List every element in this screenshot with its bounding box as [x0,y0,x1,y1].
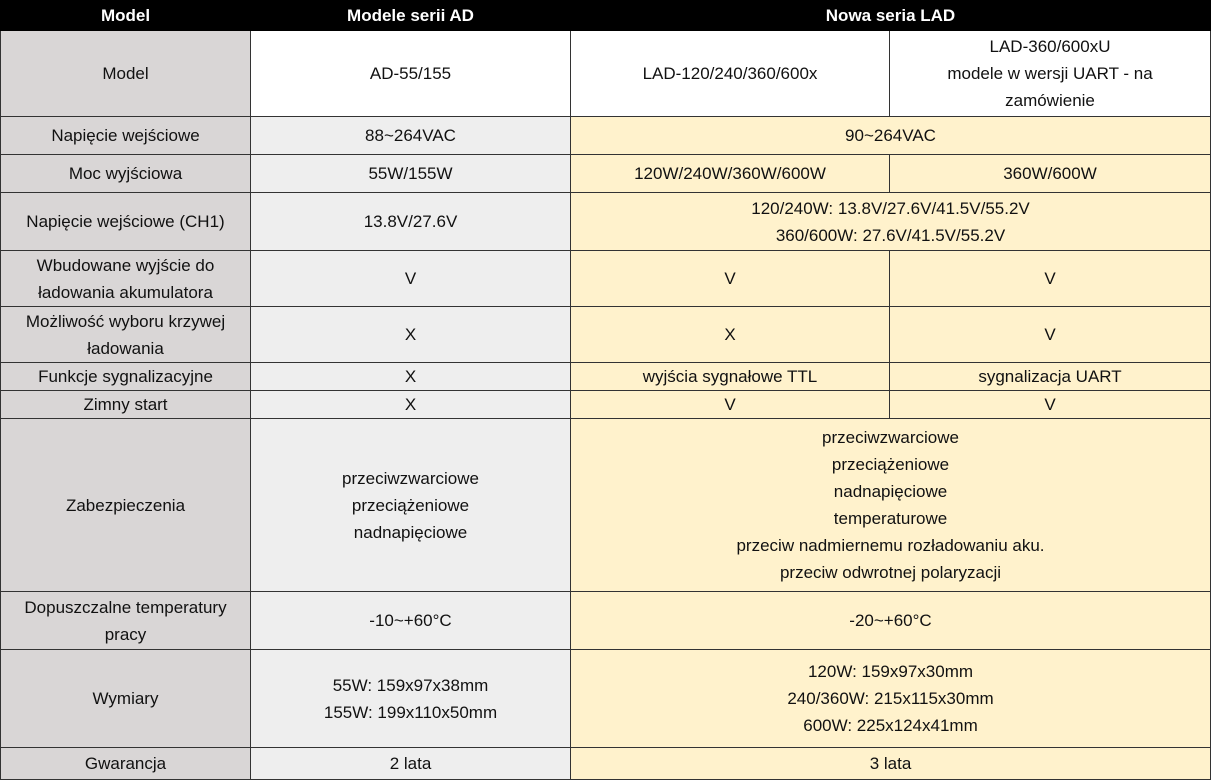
label-line: pracy [104,624,147,644]
header-model: Model [1,1,251,31]
row-label: Moc wyjściowa [1,155,251,193]
row-label: Napięcie wejściowe [1,117,251,155]
cell-line: 240/360W: 215x115x30mm [787,689,994,708]
row-dimensions [1,650,1211,748]
label-line: ładowania akumulatora [38,282,213,302]
lad-cell [571,419,1211,592]
row-protections [1,419,1211,592]
ad-cell: 2 lata [251,748,571,780]
ad-cell: AD-55/155 [251,31,571,117]
row-label: Funkcje sygnalizacyjne [1,363,251,391]
cell-line: modele w wersji UART - na [947,64,1153,83]
lad-cell-a: V [571,391,890,419]
cell-line: zamówienie [1005,91,1095,110]
cell-line: przeciwzwarciowe [822,428,959,447]
row-charge-curve [1,307,1211,363]
row-cold-start [1,391,1211,419]
cell-line: temperaturowe [833,509,948,528]
lad-cell-a: 120W/240W/360W/600W [571,155,890,193]
lad-cell: -20~+60°C [571,592,1211,650]
cell-line: przeciążeniowe [351,495,470,515]
row-label: Napięcie wejściowe (CH1) [1,193,251,251]
ad-cell: -10~+60°C [251,592,571,650]
row-input-voltage [1,117,1211,155]
label-line: Wbudowane wyjście do [36,255,215,275]
lad-cell-a: V [571,251,890,307]
row-label: Wymiary [1,650,251,748]
row-signaling [1,363,1211,391]
cell-line: 120W: 159x97x30mm [807,662,974,681]
row-output-power [1,155,1211,193]
lad-cell-b: 360W/600W [890,155,1211,193]
ad-cell [251,419,571,592]
label-line: ładowania [87,338,164,358]
row-label: Zabezpieczenia [1,419,251,592]
lad-cell-a: X [571,307,890,363]
cell-line: 600W: 225x124x41mm [803,716,978,735]
row-label [1,592,251,650]
header-lad-series: Nowa seria LAD [571,1,1211,31]
header-row [1,1,1211,31]
lad-cell-b: V [890,391,1211,419]
lad-cell: 90~264VAC [571,117,1211,155]
row-label [1,307,251,363]
lad-cell [571,193,1211,251]
cell-line: przeciążeniowe [831,455,950,474]
cell-line: 360/600W: 27.6V/41.5V/55.2V [775,225,1006,245]
cell-line: nadnapięciowe [833,482,948,501]
row-warranty [1,748,1211,780]
ad-cell [251,650,571,748]
lad-cell-a: LAD-120/240/360/600x [571,31,890,117]
row-model [1,31,1211,117]
row-label: Gwarancja [1,748,251,780]
label-line: Dopuszczalne temperatury [24,597,227,617]
ad-cell: X [251,391,571,419]
ad-cell: 13.8V/27.6V [251,193,571,251]
ad-cell: V [251,251,571,307]
row-ch1-voltage [1,193,1211,251]
row-label: Model [1,31,251,117]
cell-line: 120/240W: 13.8V/27.6V/41.5V/55.2V [751,198,1030,218]
cell-line: nadnapięciowe [353,522,468,542]
lad-cell-b [890,31,1211,117]
label-line: Możliwość wyboru krzywej [25,311,226,331]
ad-cell: 55W/155W [251,155,571,193]
cell-line: przeciw nadmiernemu rozładowaniu aku. [736,536,1045,555]
row-temperature [1,592,1211,650]
cell-line: 55W: 159x97x38mm [332,675,489,695]
cell-line: LAD-360/600xU [989,37,1111,56]
lad-cell-b: sygnalizacja UART [890,363,1211,391]
ad-cell: 88~264VAC [251,117,571,155]
row-label [1,251,251,307]
lad-cell: 3 lata [571,748,1211,780]
cell-line: przeciwzwarciowe [342,468,479,488]
lad-cell-b: V [890,251,1211,307]
row-label: Zimny start [1,391,251,419]
header-ad-series: Modele serii AD [251,1,571,31]
row-battery-output [1,251,1211,307]
ad-cell: X [251,363,571,391]
lad-cell-b: V [890,307,1211,363]
ad-cell: X [251,307,571,363]
cell-line: 155W: 199x110x50mm [323,702,498,722]
lad-cell [571,650,1211,748]
cell-line: przeciw odwrotnej polaryzacji [779,563,1002,582]
lad-cell-a: wyjścia sygnałowe TTL [571,363,890,391]
